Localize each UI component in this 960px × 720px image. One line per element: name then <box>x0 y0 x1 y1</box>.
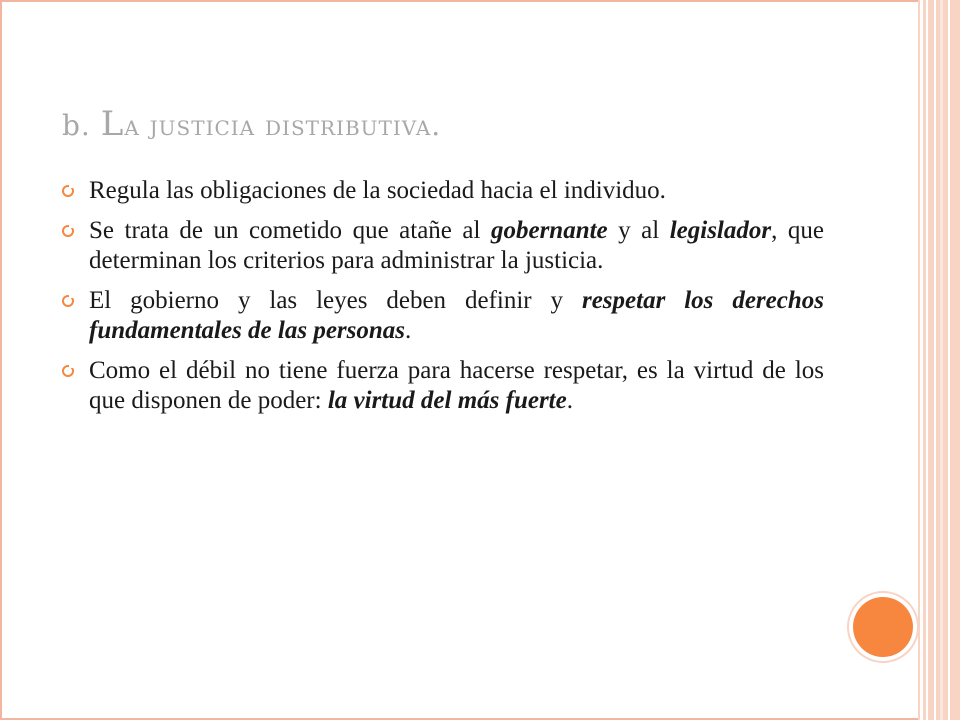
stripe-line <box>934 0 936 720</box>
bullet-item <box>62 286 824 346</box>
bullet-text: Regula las obligaciones de la sociedad hacia el individuo. <box>89 177 666 204</box>
stripe-line <box>920 0 923 720</box>
emphasis-legislador: legislador <box>669 217 772 244</box>
bullet-list <box>62 176 824 426</box>
bullet-ring-icon <box>62 295 74 307</box>
slide-title <box>62 104 441 144</box>
bullet-ring-icon <box>62 185 74 197</box>
title-rest: a justicia distributiva. <box>124 109 442 142</box>
stripe-line <box>940 0 943 720</box>
bullet-text: , que determinan los criterios para administrar la justicia. <box>89 217 824 274</box>
bullet-text: El gobierno y las leyes deben definir y <box>89 287 582 314</box>
decorative-circle <box>853 597 913 657</box>
bullet-text: . <box>566 387 573 414</box>
bullet-text: Como el débil no tiene fuerza para hacerse respetar, es la virtud de los que disponen de poder: <box>89 357 824 414</box>
bullet-text: . <box>405 317 412 344</box>
stripe-line <box>926 0 928 720</box>
title-initial: L <box>100 104 125 144</box>
bullet-item <box>62 216 824 276</box>
emphasis-gobernante: gobernante <box>490 217 608 244</box>
title-prefix: b. <box>62 109 91 142</box>
stripe-line <box>948 0 950 720</box>
bullet-item <box>62 176 824 206</box>
decorative-stripes <box>918 0 960 720</box>
bullet-ring-icon <box>62 365 74 377</box>
emphasis-derechos: respetar los derechos fundamentales de las personas <box>89 287 824 344</box>
bullet-item <box>62 356 824 416</box>
emphasis-virtud: la virtud del más fuerte <box>327 387 567 414</box>
bullet-ring-icon <box>62 225 74 237</box>
bullet-text: Se trata de un cometido que atañe al <box>89 217 491 244</box>
bullet-text: y al <box>607 217 670 244</box>
